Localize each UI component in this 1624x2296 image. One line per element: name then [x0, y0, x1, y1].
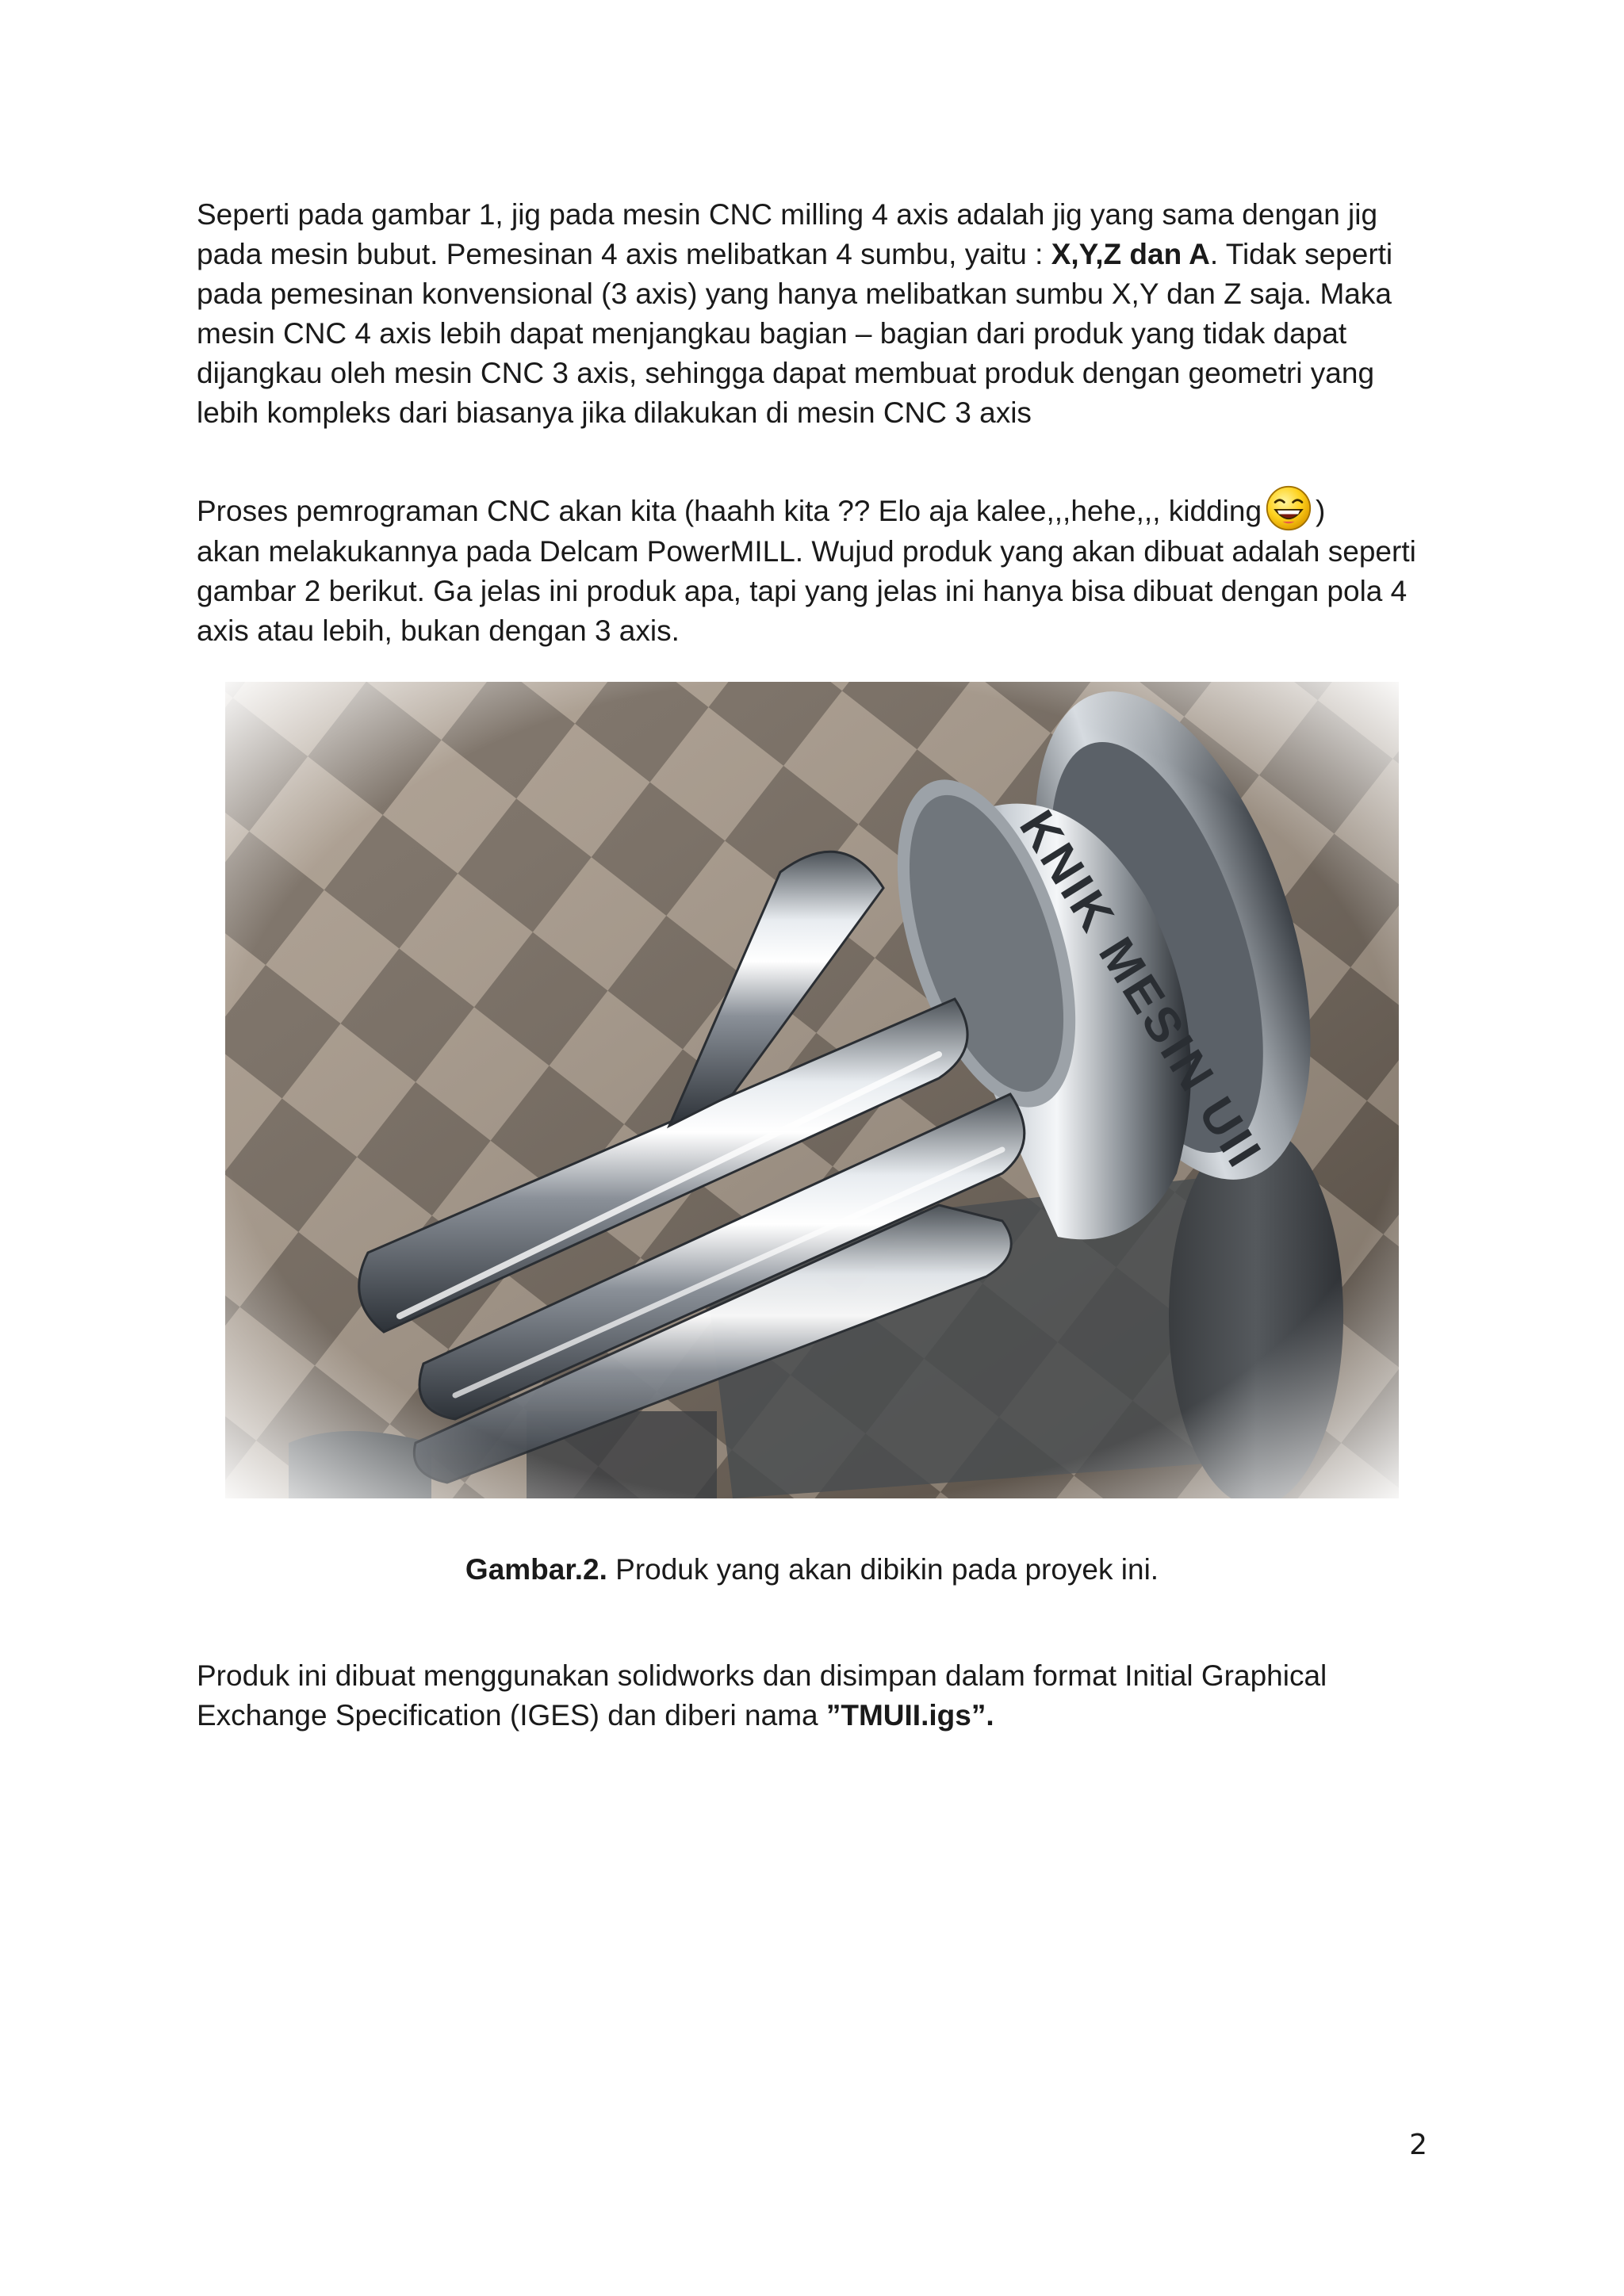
paragraph-programming-text-2: akan melakukannya pada Delcam PowerMILL. Wujud produk yang akan dibuat adalah seperti gambar 2 berikut. Ga jelas ini produk apa, tapi yang jelas ini hanya bisa dibuat dengan pola 4 axis atau lebih, bukan dengan 3 axis. — [197, 535, 1416, 647]
paragraph-programming-paren: ) — [1316, 495, 1326, 527]
paragraph-intro-text-2: . Tidak seperti pada pemesinan konvensional (3 axis) yang hanya melibatkan sumbu X,Y dan Z saja. Maka mesin CNC 4 axis lebih dapat menjangkau bagian – bagian dari produk yang tidak dapat dijangkau oleh mesin CNC 3 axis, sehingga dapat membuat produk dengan geometri yang lebih kompleks dari biasanya jika dilakukan di mesin CNC 3 axis — [197, 238, 1393, 429]
product-figure — [225, 682, 1399, 1498]
figure-caption-text: Produk yang akan dibikin pada proyek ini. — [607, 1553, 1159, 1586]
paragraph-intro — [197, 195, 1434, 433]
figure-caption-label: Gambar.2. — [465, 1553, 607, 1586]
product-render-image — [225, 682, 1399, 1498]
laughing-emoji-icon — [1265, 484, 1312, 532]
figure-caption — [0, 1550, 1624, 1590]
paragraph-iges — [197, 1656, 1434, 1735]
axis-list-bold: X,Y,Z dan A — [1051, 238, 1210, 270]
paragraph-programming-text-1: Proses pemrograman CNC akan kita (haahh kita ?? Elo aja kalee,,,hehe,,, kidding — [197, 495, 1262, 527]
paragraph-iges-text: Produk ini dibuat menggunakan solidworks dan disimpan dalam format Initial Graphical Exchange Specification (IGES) dan diberi nama — [197, 1659, 1327, 1732]
file-name-bold: ”TMUII.igs”. — [825, 1699, 994, 1732]
paragraph-programming — [197, 484, 1434, 651]
paragraph-intro-text-1: Seperti pada gambar 1, jig pada mesin CNC milling 4 axis adalah jig yang sama dengan jig pada mesin bubut. Pemesinan 4 axis melibatkan 4 sumbu, yaitu : — [197, 198, 1378, 270]
page-number: 2 — [1409, 2129, 1427, 2161]
